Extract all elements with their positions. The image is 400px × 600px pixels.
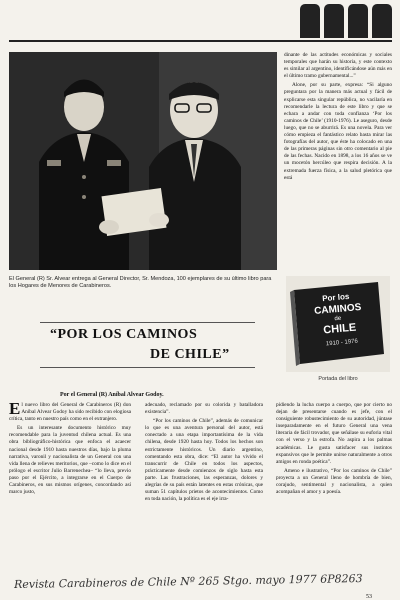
handwritten-source-note: Revista Carabineros de Chile Nº 265 Stgo. mayo 1977 6P8263 bbox=[13, 571, 363, 592]
article-top-column bbox=[284, 52, 392, 184]
book-years: 1910 - 1976 bbox=[325, 338, 359, 348]
header-tabs-ornament bbox=[300, 4, 392, 38]
photo-illustration bbox=[9, 52, 277, 270]
header-tab bbox=[300, 4, 320, 38]
paragraph: “Por los caminos de Chile”, además de comunicar lo que es una aventura personal del autor, está conectado a una etapa importantísima de la vida chilena, desde 1920 hasta hoy. Todos los hechos son estrictamente históricos. Un diario argentino, comentando esta obra, dice: “El autor ha vivido el transcurrir de Chile en todos los aspectos, prácticamente desde comienzos de siglo hasta esta parte. Las frustraciones, las esperanzas, dolores y alegrías de su país están latentes en estas crónicas, que suman 51 capítulos prietos de acontecimientos. Como en toda nación, la política es el eje irra- bbox=[145, 418, 263, 503]
headline-rule-bottom bbox=[40, 367, 255, 368]
headline-line2: DE CHILE” bbox=[150, 347, 230, 362]
paragraph: pidiendo la lucha cuerpo a cuerpo, que por cierto no dejan de presentarse cuando es jefe, con el consiguiente robustecimiento de su autoridad, júntase inseparadamente en el futuro General una vena literaria de fácil trovador, que señálase su euforia vital con el verso y la estrofa. No aspira a los palmas académicas. Le gusta satisfacer sus instintos expansivos que le permite unirse naturalmente a otros amigos en ronda poética”. bbox=[276, 402, 392, 465]
paragraph: Es un interesante documento histórico muy recomendable para la juventud chilena actual. Es una obra bibliográfico-histórica que enfoca el acaecer nacional desde 1910 hasta nuestros días, bajo la pluma narrativa, varonil y nacionalista de un General con una vida llena de relieves meritorios, que –como lo dice en el prólogo el escritor Julio Barrenechea– “lo lleva, previo paso por el Ejército, a integrarse en el Cuerpo de Carabineros, en sus mismos orígenes, concordando así marco justo, bbox=[9, 425, 131, 496]
paragraph: adecuado, reclamado por su colorida y batalladora existencia”. bbox=[145, 402, 263, 416]
byline: Por el General (R) Aníbal Alvear Godoy. bbox=[60, 392, 164, 398]
book-caption: Portada del libro bbox=[318, 376, 358, 382]
photo-generals bbox=[9, 52, 277, 270]
drop-cap: E bbox=[9, 399, 21, 418]
paragraph: Alone, por su parte, expresa: “Si alguno preguntara por la manera más actual y fácil de explicarse esta singular república, no vacilaría en recomendarle la lectura de este libro y que se echara a andar con toda confianza ‘Por los caminos de Chile’ (1910-1976). Le aseguro, desde luego, que no se aburrirá. Es una novela. Para ver cómo empieza el fantástico relato basta mirar las fotografías del autor, que éste ha colocado en una de las primeras páginas sin otro comentario al pie de las fechas. Nacido en 1898, a los 16 años se ve un mocetón hercúleo que respira decisión. A la extremada fuerza física, a la salud pletórica que está bbox=[284, 82, 392, 181]
photo-caption: El General (R) Sr. Alvear entrega al General Director, Sr. Mendoza, 100 ejemplares de su último libro para los Hogares de Menores de Carabineros. bbox=[9, 276, 272, 289]
headline-line1: “POR LOS CAMINOS bbox=[50, 327, 198, 342]
book-title-line4: CHILE bbox=[322, 321, 357, 337]
book-title-line1: Por los bbox=[321, 291, 350, 304]
header-tab bbox=[348, 4, 368, 38]
paragraph: Ameno e ilustrativo, “Por los caminos de Chile” proyecta a un General lleno de hombría de bien, corajudo, sentimental y nacionalista, a quien acompañan el amor y a poesía. bbox=[276, 467, 392, 496]
header-tab bbox=[324, 4, 344, 38]
book-title-line2: CAMINOS bbox=[313, 301, 362, 318]
paragraph: dinante de las actitudes económicas y sociales temporales que harán su historia, y este contexto es similar al argentino, identificándose aún más en el último tramo gubernamental...” bbox=[284, 52, 392, 80]
book-cover-image bbox=[286, 276, 390, 372]
header-tab bbox=[372, 4, 392, 38]
paragraph bbox=[9, 399, 131, 423]
article-column-3 bbox=[276, 402, 392, 498]
header-rule bbox=[9, 40, 392, 42]
page-number: 53 bbox=[366, 594, 372, 600]
book-cover-illustration bbox=[286, 276, 390, 372]
article-column-2 bbox=[145, 402, 263, 505]
book-title-line3: de bbox=[334, 315, 342, 323]
article-column-1 bbox=[9, 399, 131, 498]
paragraph-text: l nuevo libro del General de Carabineros (R) don Aníbal Alvear Godoy ha sido recibido con elogiosa crítica, tanto en nuestro país como en el extranjero. bbox=[9, 402, 131, 423]
headline-rule-top bbox=[40, 322, 255, 323]
